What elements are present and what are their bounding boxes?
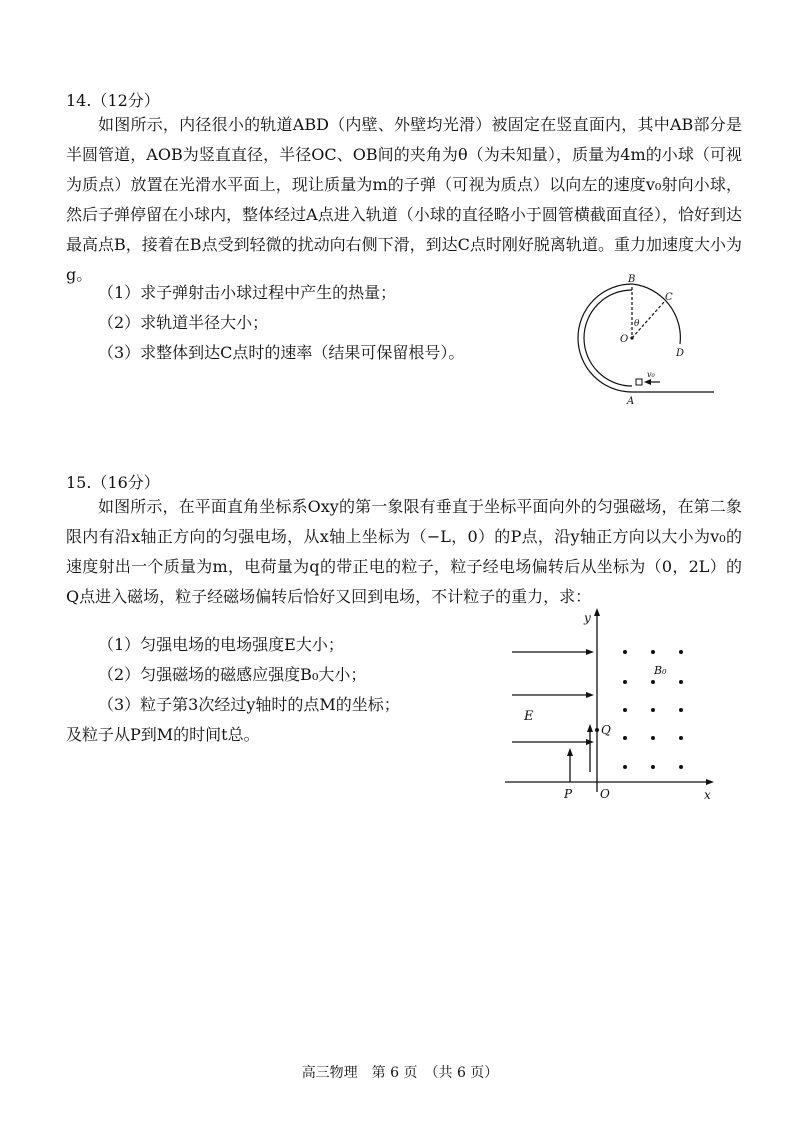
label-y: y [584, 611, 591, 625]
problem-14-question-1: （1）求子弹射击小球过程中产生的热量； [98, 283, 397, 302]
label-x: x [704, 788, 711, 802]
problem-14-question-3: （3）求整体到达C点时的速率（结果可保留根号）。 [98, 343, 465, 362]
page-footer: 高三物理 第 6 页 （共 6 页） [301, 1065, 499, 1081]
problem-14-stem: 如图所示，内径很小的轨道ABD（内壁、外壁均光滑）被固定在竖直面内，其中AB部分是半圆管道，AOB为竖直直径，半径OC、OB间的夹角为θ（为未知量），质量为4m的小球（可视为质点）放置在光滑水平面上，现让质量为m的子弹（可视为质点）以向左的速度v₀射向小球，然后子弹停留在小球内，整体经过A点进入轨道（小球的直径略小于圆管横截面直径），恰好到达最高点B，接着在B点受到轻微的扰动向右侧下滑，到达C点时刚好脱离轨道。重力加速度大小为g。 [66, 115, 742, 284]
label-d: D [676, 348, 685, 359]
problem-14-header: 14.（12分） [66, 91, 160, 110]
label-b: B [628, 274, 636, 285]
problem-15-header: 15.（16分） [66, 473, 160, 492]
field-diagram [500, 602, 722, 802]
problem-15-question-1: （1）匀强电场的电场强度E大小； [98, 635, 344, 654]
label-p: P [564, 787, 573, 801]
track-diagram [564, 270, 724, 410]
point-q [595, 728, 599, 732]
q-arrowhead [587, 724, 593, 732]
label-q: Q [601, 723, 611, 737]
label-v0: v₀ [647, 370, 655, 379]
label-a: A [627, 396, 635, 407]
label-origin: O [600, 787, 610, 801]
e-field-arrowhead-1 [586, 649, 594, 655]
label-b0: B₀ [654, 664, 667, 677]
track-arc-bd [632, 284, 680, 344]
launch-arrowhead [567, 748, 573, 756]
magnetic-field-dots [623, 650, 683, 769]
label-theta: θ [634, 319, 640, 329]
problem-15-question-3: （3）粒子第3次经过y轴时的点M的坐标； [98, 695, 400, 714]
problem-15-question-2: （2）匀强磁场的磁感应强度B₀大小； [98, 665, 367, 684]
problem-15-stem: 如图所示，在平面直角坐标系Oxy的第一象限有垂直于坐标平面向外的匀强磁场，在第二象限内有沿x轴正方向的匀强电场，从x轴上坐标为（−L，0）的P点，沿y轴正方向以大小为v₀的速度射出一个质量为m，电荷量为q的带正电的粒子，粒子经电场偏转后从坐标为（0，2L）的Q点进入磁场，粒子经磁场偏转后恰好又回到电场，不计粒子的重力，求： [66, 497, 742, 606]
problem-15-question-3-cont: 及粒子从P到M的时间t总。 [66, 725, 260, 744]
label-o: O [620, 334, 629, 345]
x-axis-arrowhead [706, 779, 714, 785]
e-field-arrowhead-2 [586, 692, 594, 698]
y-axis-arrowhead [594, 608, 600, 616]
label-e: E [524, 709, 534, 724]
velocity-arrowhead [644, 379, 651, 385]
ball [636, 379, 642, 385]
center-point [630, 336, 633, 339]
problem-14-question-2: （2）求轨道半径大小； [98, 313, 269, 332]
label-c: C [665, 292, 673, 303]
